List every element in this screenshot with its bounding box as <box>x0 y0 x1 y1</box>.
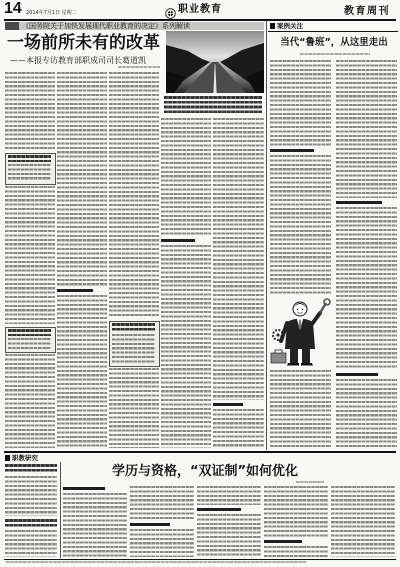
body-text-column <box>270 60 331 146</box>
sidebar-box-heading <box>8 329 51 336</box>
brief-text <box>5 476 57 516</box>
case-section-label: 案例关注 <box>277 22 303 30</box>
body-text-column <box>336 207 397 370</box>
body-text-column <box>5 72 55 150</box>
body-text-column <box>336 60 397 198</box>
body-text-column <box>161 118 211 236</box>
sidebar-box-text <box>112 334 155 363</box>
body-text-column <box>213 409 264 448</box>
section-subhead <box>130 523 170 526</box>
sidebar-box-text <box>8 164 51 181</box>
page-number: 14 <box>4 0 22 17</box>
body-text-column <box>336 379 397 448</box>
issue-date: 2014年7月1日 星期二 <box>26 10 77 16</box>
footer-rule <box>4 559 396 560</box>
section-subhead <box>336 201 382 204</box>
series-banner-text: 《国务院关于加快发展现代职业教育的决定》系列解读 <box>22 22 190 30</box>
research-byline <box>296 481 324 484</box>
body-text-column <box>57 295 107 448</box>
pull-quote-text <box>164 96 262 114</box>
body-text-column <box>63 493 127 557</box>
body-text-column <box>270 370 331 448</box>
sidebar-box-heading <box>112 323 155 331</box>
sidebar-box-text <box>8 338 51 349</box>
brief-text <box>5 530 57 557</box>
section-subhead <box>213 403 243 406</box>
case-headline: 当代“鲁班”，从这里走出 <box>280 37 388 48</box>
body-text-column <box>264 486 328 537</box>
section-subhead <box>161 239 195 242</box>
body-text-column <box>109 72 159 318</box>
section-subhead <box>264 540 302 543</box>
brief-heading <box>5 519 57 527</box>
series-banner-strip <box>5 22 19 30</box>
section-subhead <box>63 487 105 490</box>
section-subhead <box>57 289 93 292</box>
section-subhead <box>336 373 378 376</box>
section-emblem-icon <box>165 4 176 15</box>
body-text-column <box>5 186 55 324</box>
section-subhead <box>197 508 241 511</box>
case-label-marker-icon <box>270 23 275 29</box>
feature-photo <box>166 31 264 93</box>
case-byline <box>300 53 370 56</box>
body-text-column <box>331 486 395 557</box>
section-subhead <box>270 149 314 152</box>
body-text-column <box>197 514 261 557</box>
body-text-column <box>197 486 261 505</box>
body-text-column <box>57 72 107 286</box>
body-text-column <box>130 486 194 520</box>
supplement-title: 教育周刊 <box>344 6 390 17</box>
body-text-column <box>270 155 331 294</box>
column-divider <box>266 21 267 450</box>
column-divider <box>60 462 61 558</box>
body-text-column <box>130 529 194 557</box>
body-text-column <box>213 118 264 400</box>
brief-heading <box>5 464 57 473</box>
body-text-column <box>264 546 328 557</box>
craftsman-illustration <box>270 297 332 367</box>
feature-subheadline: ——本报专访教育部职成司司长葛道凯 <box>10 56 146 65</box>
body-text-column <box>5 354 55 448</box>
section-rule <box>4 451 396 453</box>
section-title: 职业教育 <box>178 4 222 15</box>
body-text-column <box>109 368 159 448</box>
masthead-rule <box>4 19 396 21</box>
research-headline: 学历与资格，“双证制”如何优化 <box>111 464 299 479</box>
research-section-label: 职教研究 <box>12 454 38 462</box>
feature-byline <box>118 66 160 69</box>
footer-line <box>6 561 306 564</box>
sidebar-box-heading <box>8 155 51 162</box>
feature-headline: 一场前所未有的改革 <box>7 33 160 53</box>
case-label-rule <box>268 31 398 32</box>
research-label-marker-icon <box>5 455 10 461</box>
body-text-column <box>161 245 211 448</box>
